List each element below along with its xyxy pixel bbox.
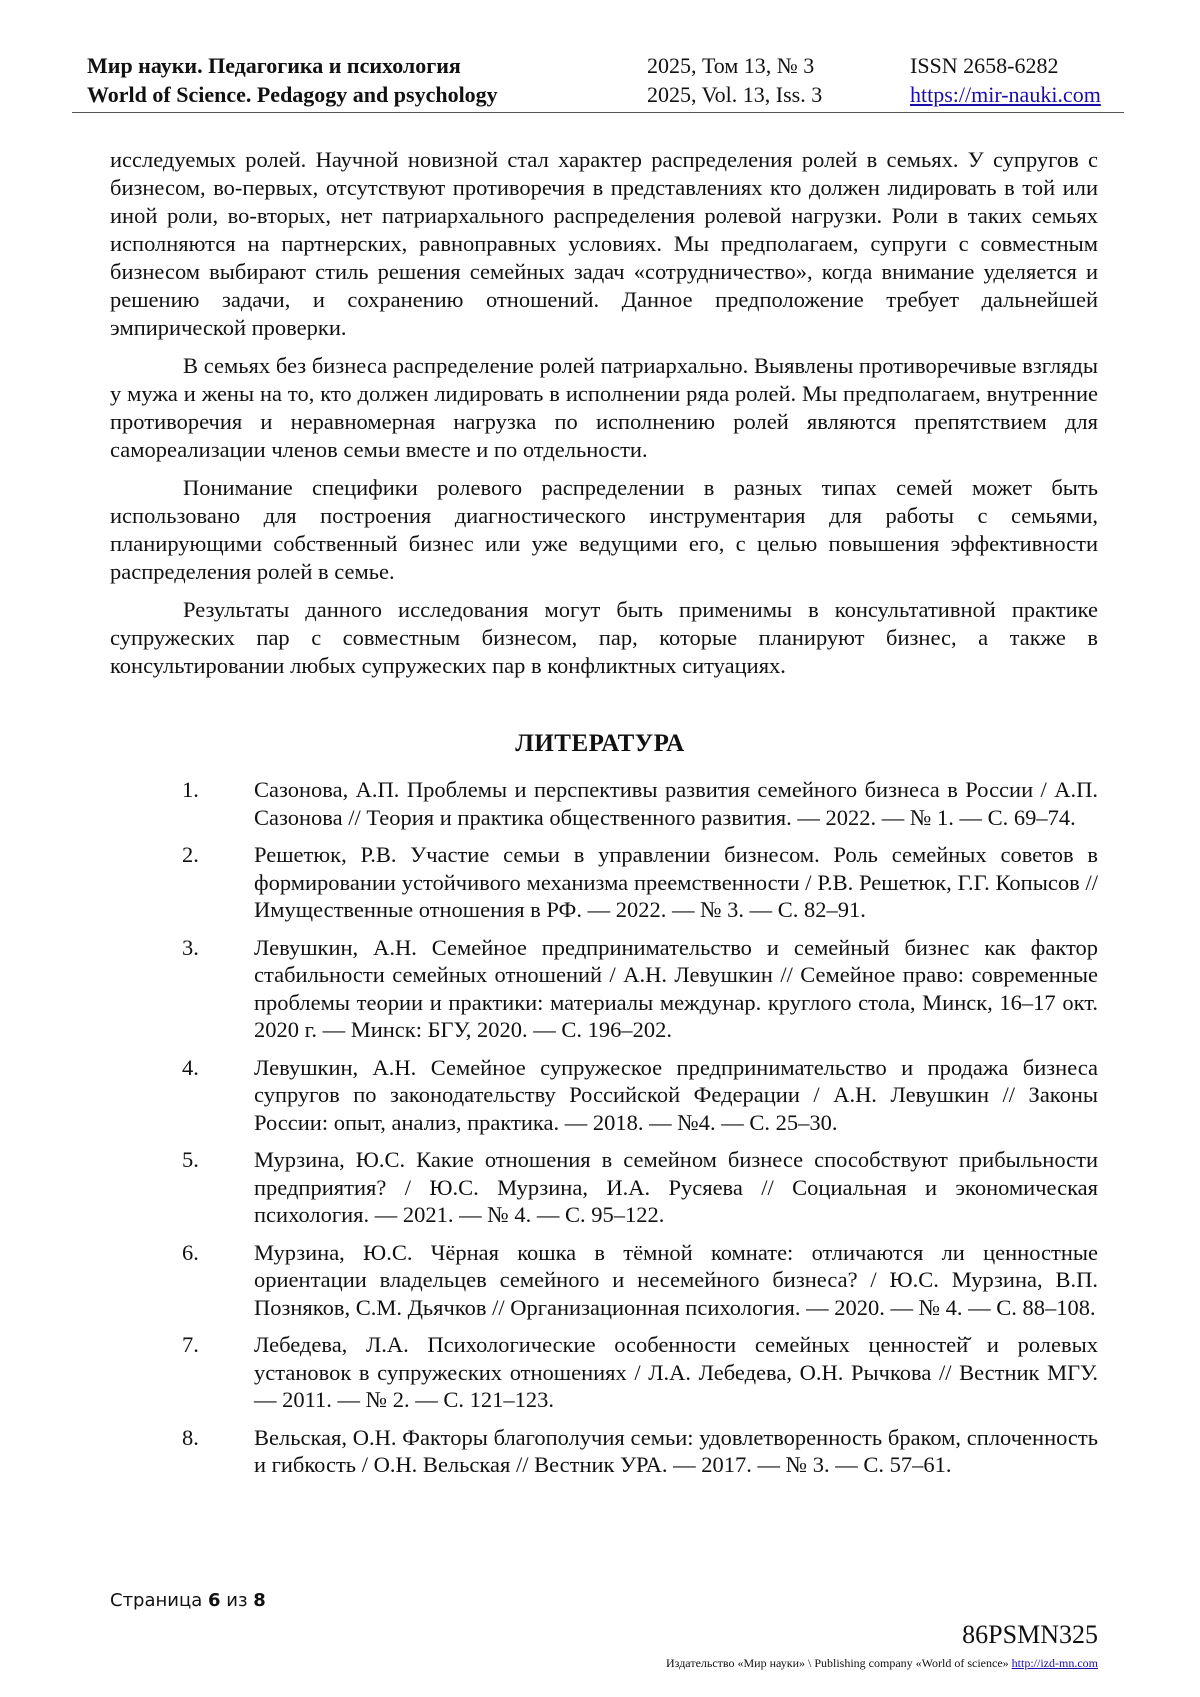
journal-url-link[interactable]: https://mir-nauki.com — [910, 82, 1101, 107]
reference-item — [182, 776, 1098, 831]
reference-number: 4. — [182, 1054, 199, 1080]
issn: ISSN 2658-6282 — [910, 53, 1059, 78]
body-text — [110, 146, 1098, 690]
literature-heading: ЛИТЕРАТУРА — [515, 730, 685, 757]
issue-info-en: 2025, Vol. 13, Iss. 3 — [647, 82, 823, 107]
paragraph: исследуемых ролей. Научной новизной стал характер распределения ролей в семьях. У супругов с бизнесом, во-первых, отсутствуют противоречия в представлениях кто должен лидировать в той или иной роли, во-вторых, нет патриархального распределения ролевой нагрузки. Роли в таких семьях исполняются на партнерских, равноправных условиях. Мы предполагаем, супруги с совместным бизнесом выбирают стиль решения семейных задач «сотрудничество», когда внимание уделяется и решению задачи, и сохранению отношений. Данное предположение требует дальнейшей эмпирической проверки. — [110, 147, 1098, 340]
paragraph: Результаты данного исследования могут быть применимы в консультативной практике супружеских пар с совместным бизнесом, пар, которые планируют бизнес, а также в консультировании любых супружеских пар в конфликтных ситуациях. — [110, 597, 1098, 678]
reference-text: Мурзина, Ю.С. Какие отношения в семейном бизнесе способствуют прибыльности предприятия? / Ю.С. Мурзина, И.А. Русяева // Социальная и экономическая психология. — 2021. — № 4. — С. 95–122. — [254, 1147, 1098, 1227]
header-divider — [72, 112, 1124, 113]
reference-item — [182, 1146, 1098, 1229]
reference-text: Левушкин, А.Н. Семейное предпринимательство и семейный бизнес как фактор стабильности семейных отношений / А.Н. Левушкин // Семейное право: современные проблемы теории и практики: материалы междунар. круглого стола, Минск, 16–17 окт. 2020 г. — Минск: БГУ, 2020. — С. 196–202. — [254, 934, 1098, 1042]
reference-text: Сазонова, А.П. Проблемы и перспективы развития семейного бизнеса в России / А.П. Сазонова // Теория и практика общественного развития. — 2022. — № 1. — С. 69–74. — [254, 777, 1098, 830]
reference-number: 3. — [182, 934, 199, 960]
page-total: 8 — [253, 1590, 266, 1611]
journal-title-en: World of Science. Pedagogy and psychology — [87, 82, 498, 107]
reference-item — [182, 934, 1098, 1044]
publisher-url-link[interactable]: http://izd-mn.com — [1011, 1656, 1098, 1670]
journal-title-ru: Мир науки. Педагогика и психология — [87, 53, 461, 78]
reference-item — [182, 1331, 1098, 1414]
page-current: 6 — [208, 1590, 221, 1611]
issue-info-ru: 2025, Том 13, № 3 — [647, 53, 815, 78]
reference-list — [182, 776, 1098, 1489]
reference-number: 2. — [182, 842, 199, 867]
reference-text: Мурзина, Ю.С. Чёрная кошка в тёмной комнате: отличаются ли ценностные ориентации владельцев семейного и несемейного бизнеса? / Ю.С. Мурзина, В.П. Позняков, С.М. Дьячков // Организационная психология. — 2020. — № 4. — С. 88–108. — [254, 1239, 1098, 1320]
reference-number: 1. — [182, 777, 199, 802]
page-number — [110, 1590, 266, 1611]
page-header — [72, 50, 1124, 112]
reference-number: 6. — [182, 1239, 199, 1265]
reference-text: Решетюк, Р.В. Участие семьи в управлении бизнесом. Роль семейных советов в формировании устойчивого механизма преемственности / Р.В. Решетюк, Г.Г. Копысов // Имущественные отношения в РФ. — 2022. — № 3. — С. 82–91. — [254, 842, 1098, 922]
reference-number: 7. — [182, 1332, 199, 1357]
publisher-line — [666, 1656, 1098, 1671]
page-prefix: Страница — [110, 1590, 203, 1611]
reference-text: Левушкин, А.Н. Семейное супружеское предпринимательство и продажа бизнеса супругов по законодательству Российской Федерации / А.Н. Левушкин // Законы России: опыт, анализ, практика. — 2018. — №4. — С. 25–30. — [254, 1054, 1098, 1135]
reference-text: Вельская, О.Н. Факторы благополучия семьи: удовлетворенность браком, сплоченность и гибкость / О.Н. Вельская // Вестник УРА. — 2017. — № 3. — С. 57–61. — [254, 1424, 1098, 1477]
reference-item — [182, 841, 1098, 924]
article-code: 86PSMN325 — [962, 1620, 1098, 1649]
reference-number: 5. — [182, 1147, 199, 1172]
paragraph: Понимание специфики ролевого распределении в разных типах семей может быть использовано для построения диагностического инструментария для работы с семьями, планирующими собственный бизнес или уже ведущими его, с целью повышения эффективности распределения ролей в семье. — [110, 475, 1098, 584]
paragraph: В семьях без бизнеса распределение ролей патриархально. Выявлены противоречивые взгляды у мужа и жены на то, кто должен лидировать в исполнении ряда ролей. Мы предполагаем, внутренние противоречия и неравномерная нагрузка по исполнению ролей являются препятствием для самореализации членов семьи вместе и по отдельности. — [110, 353, 1098, 462]
reference-text: Лебедева, Л.А. Психологические особенности семейных ценностей̆ и ролевых установок в супружеских отношениях / Л.А. Лебедева, О.Н. Рычкова // Вестник МГУ. — 2011. — № 2. — С. 121–123. — [254, 1332, 1098, 1412]
reference-item — [182, 1054, 1098, 1137]
reference-item — [182, 1424, 1098, 1479]
reference-item — [182, 1239, 1098, 1322]
reference-number: 8. — [182, 1424, 199, 1450]
publisher-text: Издательство «Мир науки» \ Publishing company «World of science» — [666, 1656, 1009, 1670]
page-separator: из — [226, 1590, 248, 1611]
